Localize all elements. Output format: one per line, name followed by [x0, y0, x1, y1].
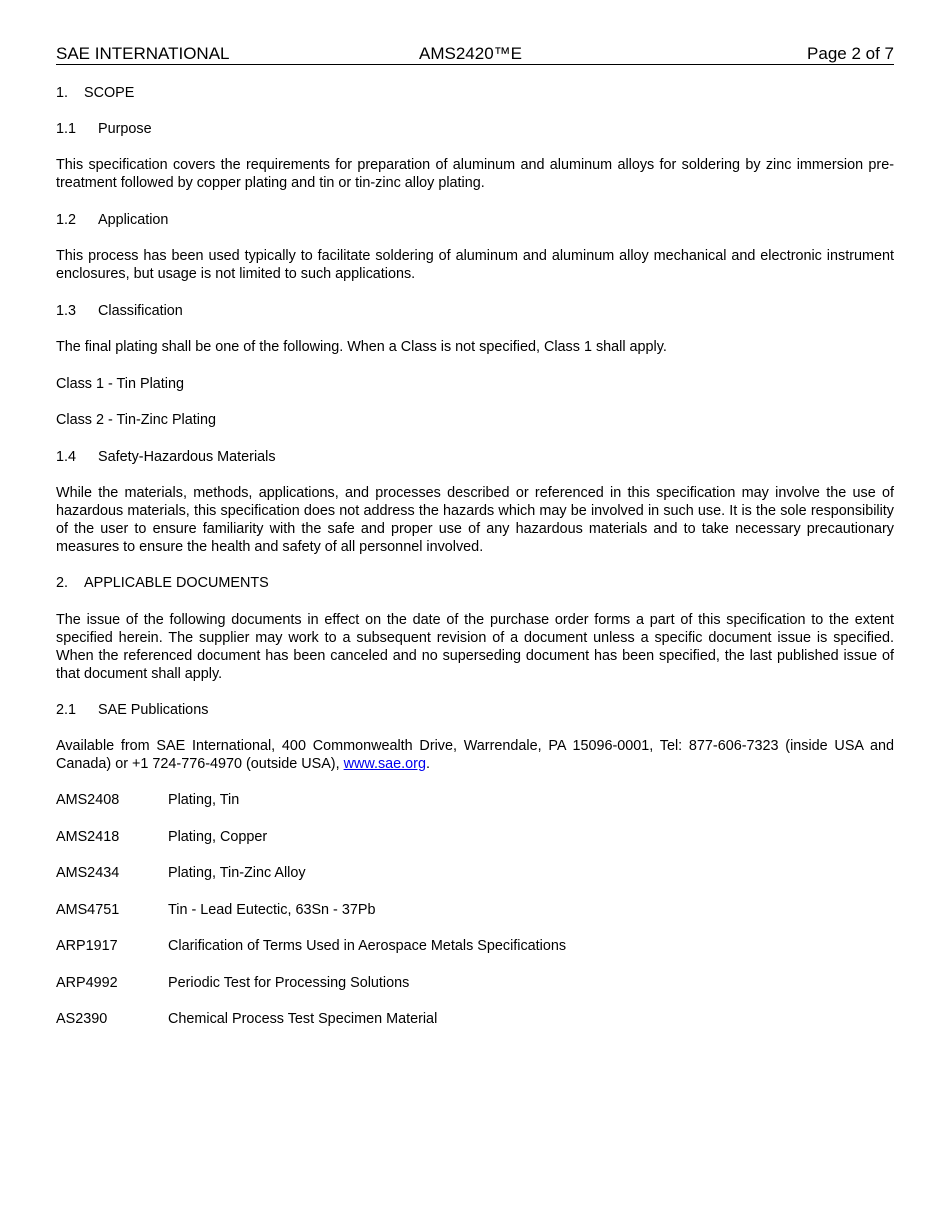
section-1-1-paragraph: This specification covers the requirements for preparation of aluminum and aluminum alloys for soldering by zinc immersion pre-treatment followed by copper plating and tin or tin-zinc alloy plating.: [56, 157, 894, 191]
sae-website-link[interactable]: www.sae.org: [343, 756, 426, 772]
class-1-item: Class 1 - Tin Plating: [56, 376, 184, 392]
availability-text-end: .: [425, 756, 430, 772]
section-1-heading: [56, 84, 894, 102]
section-number: 1.2: [56, 212, 77, 228]
reference-item: [56, 864, 894, 882]
section-2-heading: [56, 574, 894, 592]
section-number: 2.1: [56, 702, 77, 718]
section-number: 1.1: [56, 121, 77, 137]
reference-item: [56, 937, 894, 955]
section-title: Purpose: [98, 121, 152, 137]
availability-text: Available from SAE International, 400 Commonwealth Drive, Warrendale, PA 15096-0001, Tel: 877-606-7323 (inside USA and Canada) or +1 724-776-4970 (outside USA),: [56, 738, 894, 772]
reference-id: AMS2418: [56, 829, 120, 845]
section-2-1-heading: [56, 701, 894, 719]
reference-title: Chemical Process Test Specimen Material: [168, 1011, 438, 1027]
section-number: 1.: [56, 85, 69, 101]
reference-title: Clarification of Terms Used in Aerospace Metals Specifications: [168, 938, 567, 954]
section-number: 1.3: [56, 303, 77, 319]
reference-item: [56, 1010, 894, 1028]
section-number: 2.: [56, 575, 69, 591]
section-1-4-paragraph: While the materials, methods, applications, and processes described or referenced in this specification may involve the use of hazardous materials, this specification does not address the hazards which may be involved in such use. It is the sole responsibility of the user to ensure familiarity with the safe and proper use of any hazardous materials and to take necessary precautionary measures to ensure the health and safety of all personnel involved.: [56, 485, 894, 555]
reference-title: Periodic Test for Processing Solutions: [168, 975, 410, 991]
reference-title: Plating, Tin: [168, 792, 240, 808]
page-header: [56, 44, 894, 65]
header-document-number: AMS2420™E: [419, 44, 522, 63]
reference-id: ARP4992: [56, 975, 118, 991]
reference-item: [56, 901, 894, 919]
reference-id: AMS2408: [56, 792, 120, 808]
section-2-1-paragraph: [56, 737, 894, 773]
section-1-3-heading: [56, 302, 894, 320]
section-title: SAE Publications: [98, 702, 209, 718]
section-title: APPLICABLE DOCUMENTS: [84, 575, 269, 591]
section-number: 1.4: [56, 449, 77, 465]
section-title: Application: [98, 212, 169, 228]
section-1-2-paragraph: This process has been used typically to facilitate soldering of aluminum and aluminum alloy mechanical and electronic instrument enclosures, but usage is not limited to such applications.: [56, 248, 894, 282]
reference-title: Plating, Tin-Zinc Alloy: [168, 865, 306, 881]
header-page-number: Page 2 of 7: [807, 44, 894, 63]
reference-id: AS2390: [56, 1011, 108, 1027]
section-1-3-paragraph: The final plating shall be one of the following. When a Class is not specified, Class 1 shall apply.: [56, 339, 667, 355]
reference-item: [56, 828, 894, 846]
header-organization: SAE INTERNATIONAL: [56, 44, 230, 63]
reference-title: Plating, Copper: [168, 829, 268, 845]
section-2-paragraph: The issue of the following documents in effect on the date of the purchase order forms a part of this specification to the extent specified herein. The supplier may work to a subsequent revision of a document unless a specific document issue is specified. When the referenced document has been canceled and no superseding document has been specified, the last published issue of that document shall apply.: [56, 612, 894, 682]
section-title: SCOPE: [84, 85, 135, 101]
reference-id: ARP1917: [56, 938, 118, 954]
section-1-4-heading: [56, 448, 894, 466]
reference-id: AMS2434: [56, 865, 120, 881]
reference-item: [56, 974, 894, 992]
reference-id: AMS4751: [56, 902, 120, 918]
section-1-1-heading: [56, 120, 894, 138]
reference-item: [56, 791, 894, 809]
reference-title: Tin - Lead Eutectic, 63Sn - 37Pb: [168, 902, 376, 918]
class-2-item: Class 2 - Tin-Zinc Plating: [56, 412, 216, 428]
section-1-2-heading: [56, 211, 894, 229]
section-title: Classification: [98, 303, 183, 319]
section-title: Safety-Hazardous Materials: [98, 449, 276, 465]
